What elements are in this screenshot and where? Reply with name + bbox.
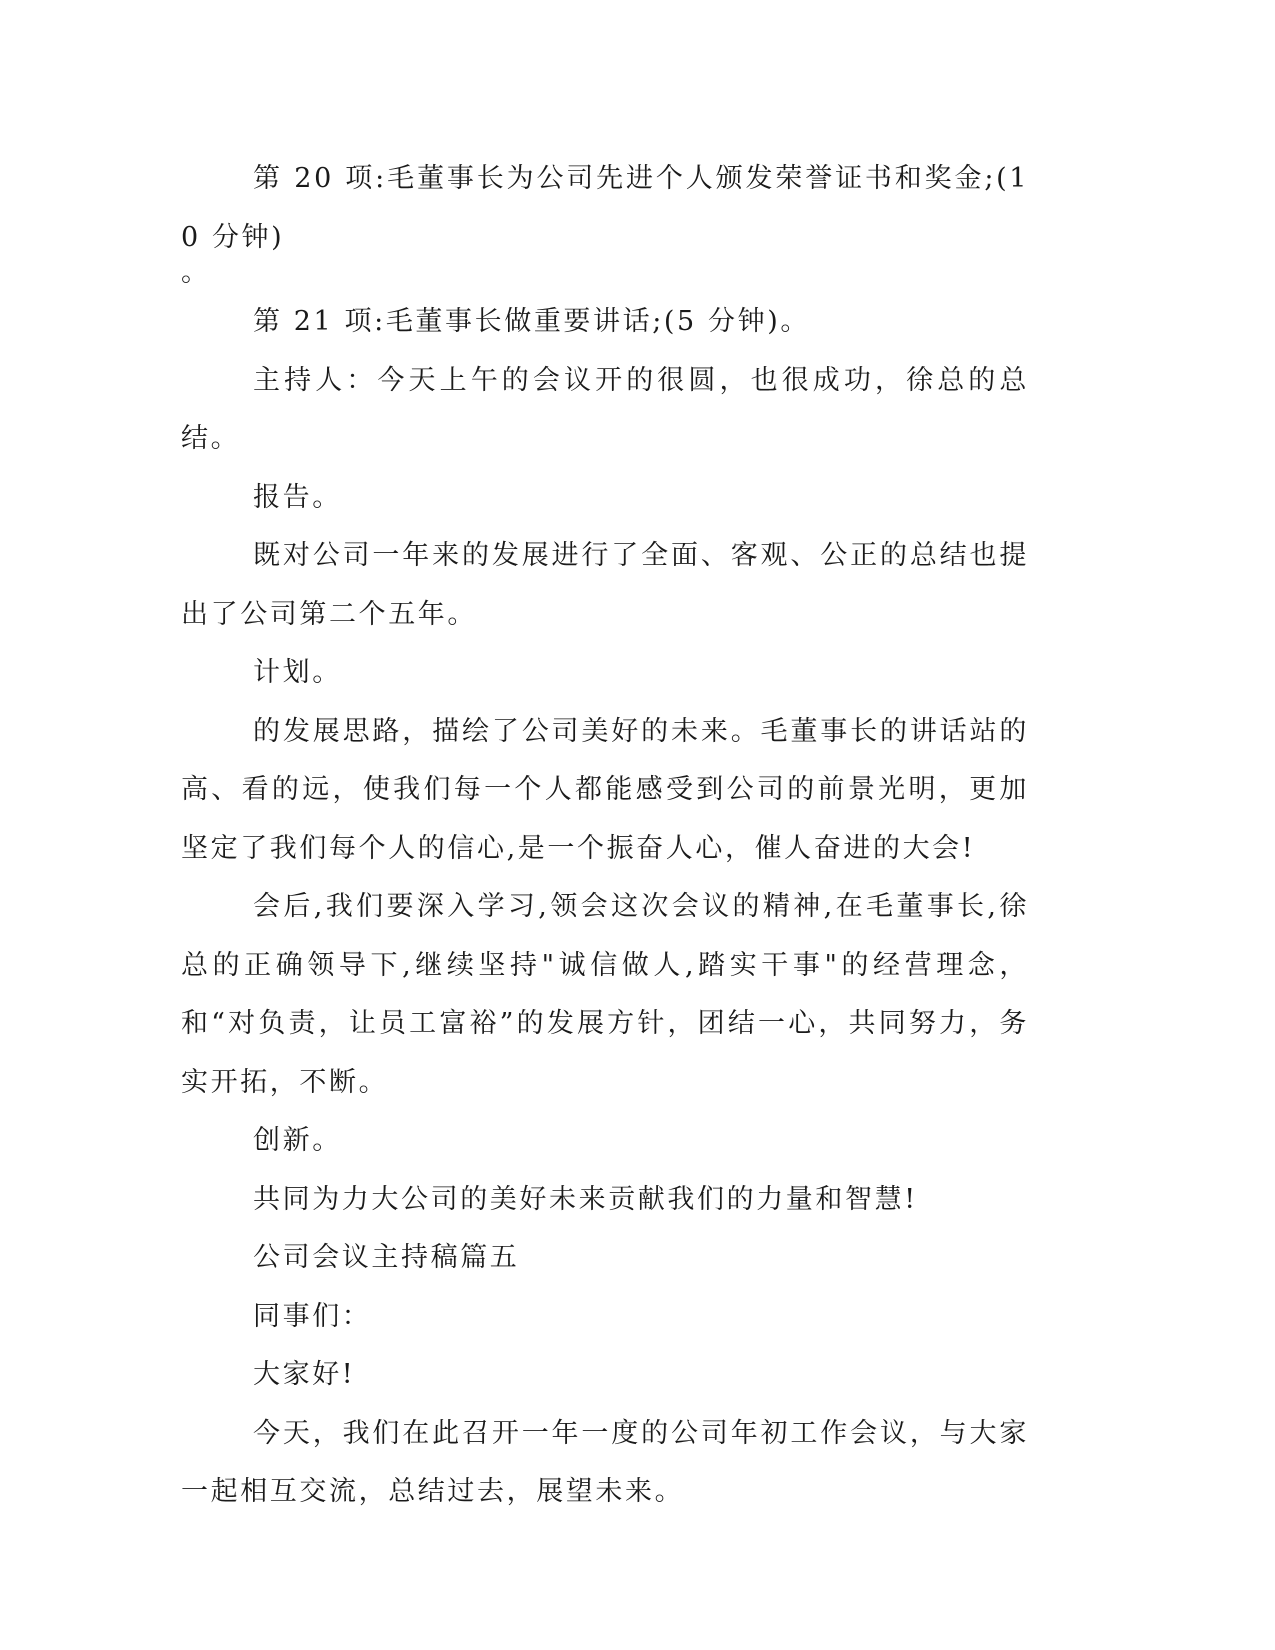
- paragraph-host-remarks: 主持人：今天上午的会议开的很圆，也很成功，徐总的总结。: [181, 364, 1029, 454]
- paragraph-item-21: 第 21 项:毛董事长做重要讲话;(5 分钟)。: [253, 306, 810, 337]
- paragraph-after-meeting: 会后,我们要深入学习,领会这次会议的精神,在毛董事长,徐总的正确领导下,继续坚持"诚信做人,踏实干事"的经营理念，和“对负责，让员工富裕”的发展方针，团结一心，共同努力，务实开拓，不断。: [181, 891, 1029, 1098]
- document-page: [181, 150, 1029, 1522]
- paragraph-opening: 今天，我们在此召开一年一度的公司年初工作会议，与大家一起相互交流，总结过去，展望未来。: [181, 1417, 1029, 1507]
- paragraph-summary: 既对公司一年来的发展进行了全面、客观、公正的总结也提出了公司第二个五年。: [181, 540, 1029, 630]
- paragraph-continuation: 。: [181, 257, 211, 288]
- paragraph-plan: 计划。: [253, 657, 342, 688]
- section-heading: 公司会议主持稿篇五: [253, 1242, 520, 1273]
- paragraph-innovation: 创新。: [253, 1125, 342, 1156]
- paragraph-greeting: 大家好!: [253, 1359, 356, 1390]
- paragraph-report: 报告。: [253, 481, 342, 513]
- paragraph-salutation: 同事们：: [253, 1300, 372, 1332]
- paragraph-item-20: 第 20 项:毛董事长为公司先进个人颁发荣誉证书和奖金;(10 分钟): [181, 163, 1029, 253]
- paragraph-development: 的发展思路，描绘了公司美好的未来。毛董事长的讲话站的高、看的远，使我们每一个人都能感受到公司的前景光明，更加坚定了我们每个人的信心,是一个振奋人心，催人奋进的大会!: [181, 715, 1029, 864]
- paragraph-contribution: 共同为力大公司的美好未来贡献我们的力量和智慧!: [253, 1183, 918, 1215]
